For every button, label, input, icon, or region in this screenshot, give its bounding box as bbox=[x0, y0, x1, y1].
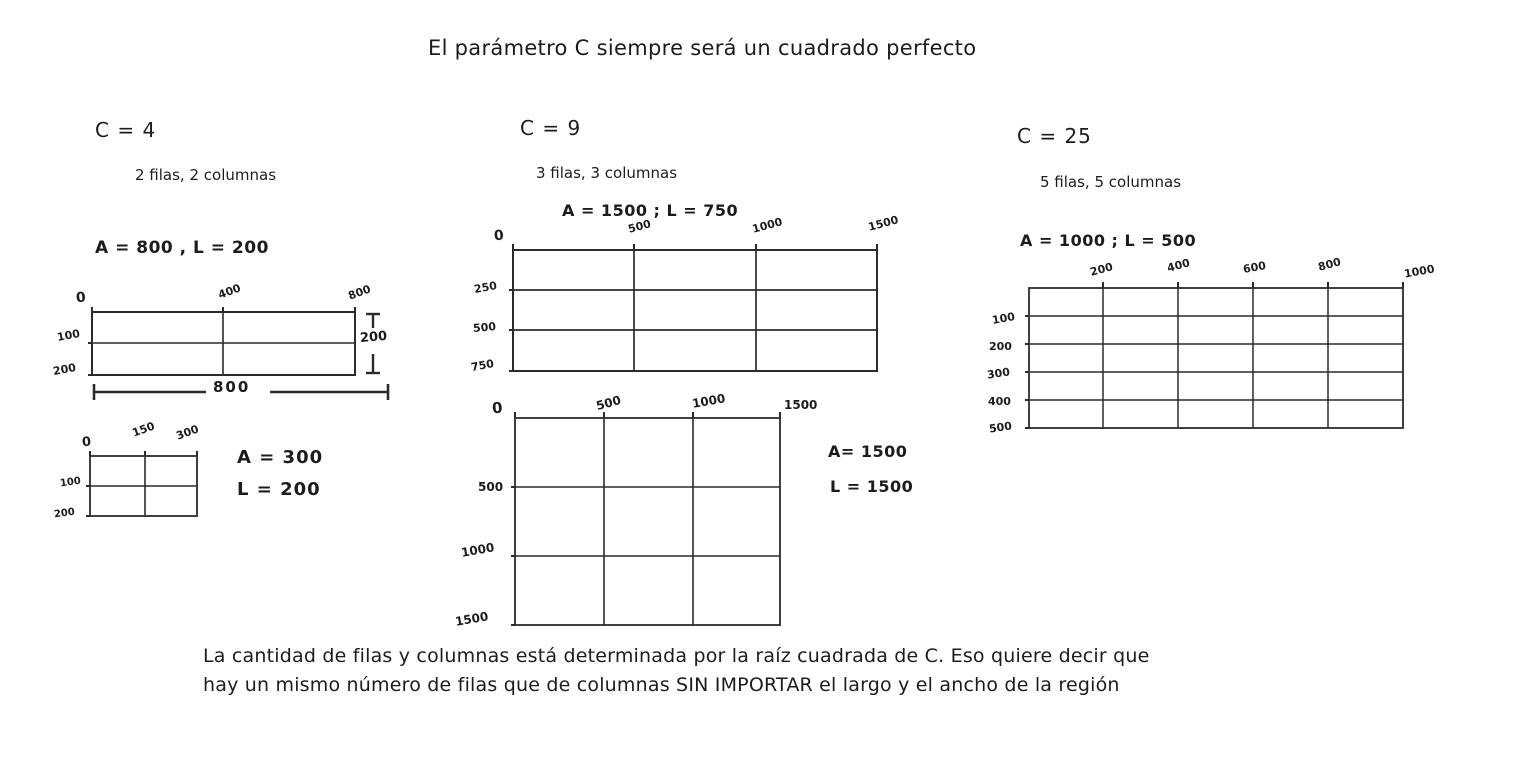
c9-grid1-lines bbox=[509, 244, 887, 380]
c9-grid2-xtick-2: 1000 bbox=[691, 391, 727, 411]
c25-subtitle: 5 filas, 5 columnas bbox=[1040, 173, 1182, 191]
c4-grid2-length-label: L = 200 bbox=[237, 479, 321, 500]
c4-grid1-ytick-1: 200 bbox=[52, 361, 77, 378]
c4-grid1-ytick-0: 100 bbox=[56, 327, 81, 344]
c9-subtitle: 3 filas, 3 columnas bbox=[536, 164, 678, 182]
c4-params: A = 800 , L = 200 bbox=[95, 238, 269, 258]
c9-grid2-length-label: L = 1500 bbox=[830, 477, 914, 496]
c4-grid1-xtick-0: 0 bbox=[75, 289, 87, 307]
c25-grid1-xtick-2: 600 bbox=[1242, 259, 1267, 276]
c4-grid2-lines bbox=[86, 450, 208, 526]
c4-grid2-xtick-1: 150 bbox=[130, 419, 157, 440]
c25-grid1-ytick-4: 500 bbox=[988, 419, 1013, 436]
c25-grid1-ytick-0: 100 bbox=[991, 310, 1016, 327]
c4-grid1-xtick-1: 400 bbox=[216, 281, 243, 302]
c25-grid1-xtick-4: 1000 bbox=[1403, 262, 1436, 281]
footer-line-1: La cantidad de filas y columnas está determinada por la raíz cuadrada de C. Eso quiere decir que bbox=[203, 645, 1150, 667]
c25-params: A = 1000 ; L = 500 bbox=[1020, 231, 1197, 250]
c9-grid2-xtick-1: 500 bbox=[594, 392, 623, 414]
c9-grid2-area-label: A= 1500 bbox=[828, 442, 908, 461]
c25-heading: C = 25 bbox=[1017, 124, 1092, 148]
c25-grid1-xtick-3: 800 bbox=[1316, 255, 1343, 274]
c9-grid2-ytick-0: 500 bbox=[478, 480, 504, 494]
c4-grid2-area-label: A = 300 bbox=[237, 447, 324, 468]
c25-grid1-ytick-1: 200 bbox=[989, 340, 1012, 353]
footer-line-2: hay un mismo número de filas que de columnas SIN IMPORTAR el largo y el ancho de la región bbox=[203, 674, 1120, 696]
c4-grid1-xtick-2: 800 bbox=[346, 282, 373, 303]
c9-grid2-lines bbox=[511, 412, 795, 632]
c25-grid1-ytick-2: 300 bbox=[986, 365, 1011, 382]
c9-grid2-ytick-1: 1000 bbox=[460, 540, 496, 560]
c9-heading: C = 9 bbox=[520, 116, 582, 140]
c4-grid2-ytick-0: 100 bbox=[59, 475, 82, 490]
c9-grid1-xtick-3: 1500 bbox=[866, 213, 900, 234]
c4-grid1-width-dim: 800 bbox=[213, 378, 251, 396]
page-title: El parámetro C siempre será un cuadrado perfecto bbox=[428, 36, 977, 60]
c9-grid1-ytick-2: 750 bbox=[470, 357, 495, 374]
c25-grid1-ytick-3: 400 bbox=[988, 395, 1011, 408]
c4-heading: C = 4 bbox=[95, 118, 157, 142]
c9-params: A = 1500 ; L = 750 bbox=[562, 201, 739, 220]
c9-grid1-ytick-0: 250 bbox=[473, 279, 498, 296]
c4-grid1-height-dim: 200 bbox=[359, 328, 388, 347]
c25-grid1-lines bbox=[1025, 282, 1413, 436]
c4-grid2-xtick-2: 300 bbox=[174, 422, 201, 443]
c9-grid2-xtick-3: 1500 bbox=[784, 398, 818, 412]
c4-grid2-ytick-1: 200 bbox=[53, 506, 76, 521]
c9-grid2-ytick-2: 1500 bbox=[454, 609, 490, 629]
c4-subtitle: 2 filas, 2 columnas bbox=[135, 166, 277, 184]
c9-grid1-ytick-1: 500 bbox=[472, 320, 497, 335]
c9-grid1-xtick-0: 0 bbox=[493, 227, 505, 245]
c25-grid1-xtick-1: 400 bbox=[1165, 256, 1192, 275]
c4-grid2-xtick-0: 0 bbox=[81, 434, 92, 451]
c25-grid1-xtick-0: 200 bbox=[1088, 260, 1115, 279]
c9-grid1-xtick-1: 500 bbox=[626, 217, 653, 236]
c9-grid2-xtick-0: 0 bbox=[491, 398, 504, 418]
c9-grid1-xtick-2: 1000 bbox=[750, 215, 784, 236]
